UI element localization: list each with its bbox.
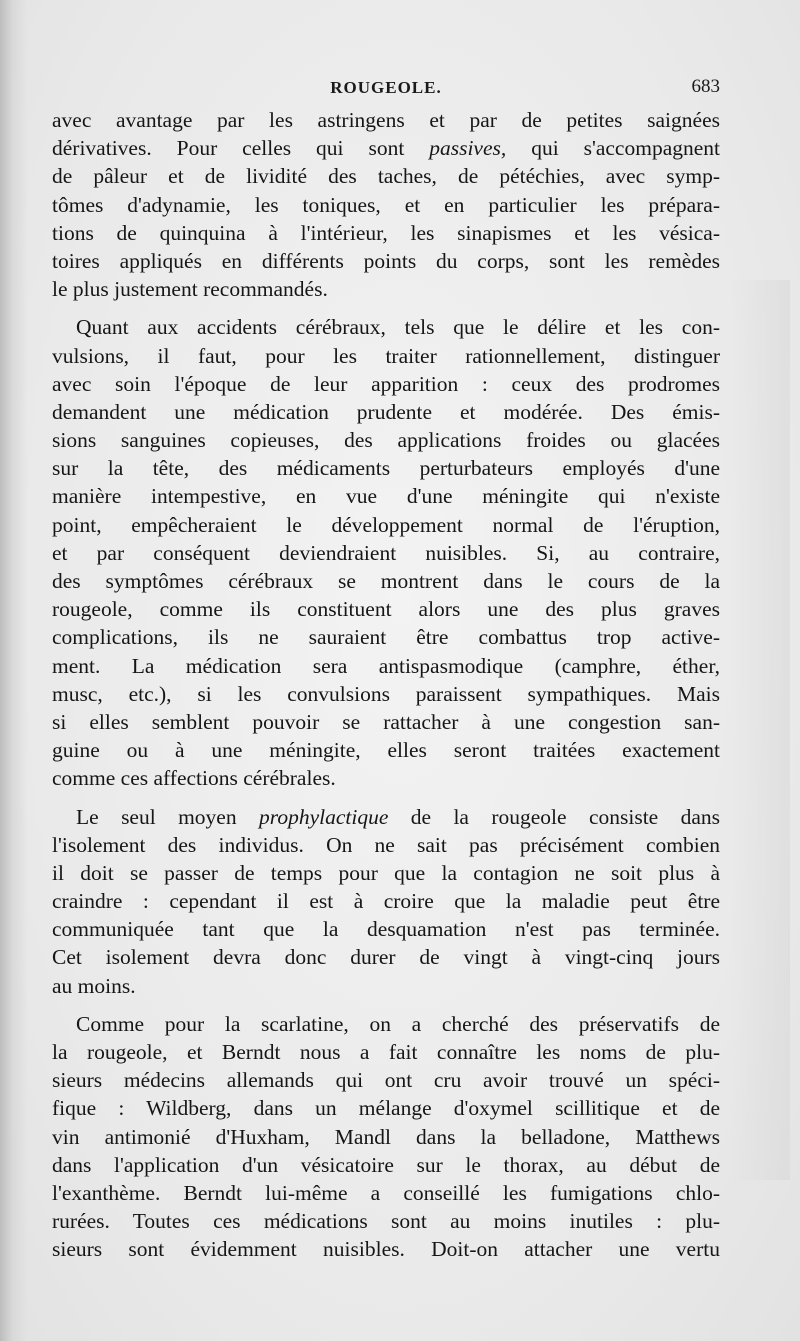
text-line: de pâleur et de lividité des taches, de pétéchies, avec symp- [52, 164, 720, 189]
text-line: manière intempestive, en vue d'une méningite qui n'existe [52, 484, 720, 509]
text-line: tions de quinquina à l'intérieur, les sinapismes et les vésica- [52, 220, 720, 245]
text-line: Comme pour la scarlatine, on a cherché des préservatifs de [76, 1011, 720, 1036]
text-line: sieurs médecins allemands qui ont cru avoir trouvé un spéci- [52, 1068, 720, 1093]
text-line: sur la tête, des médicaments perturbateurs employés d'une [52, 456, 720, 481]
emphasis: prophylactique [259, 804, 389, 829]
text-line: des symptômes cérébraux se montrent dans le cours de la [52, 569, 720, 593]
text-line: au moins. [52, 973, 136, 998]
text-line: comme ces affections cérébrales. [52, 766, 336, 791]
text-line: ment. La médication sera antispasmodique (camphre, éther, [52, 653, 720, 678]
page-bleed-through [730, 280, 790, 1180]
text-line: Cet isolement devra donc durer de vingt à vingt-cinq jours [52, 945, 720, 970]
text-line: sions sanguines copieuses, des applications froides ou glacées [52, 428, 720, 453]
text-line: complications, ils ne sauraient être combattus trop active- [52, 625, 720, 650]
text-line: musc, etc.), si les convulsions paraissent sympathiques. Mais [52, 681, 720, 706]
text-line: il doit se passer de temps pour que la contagion ne soit plus à [52, 860, 720, 885]
running-title: ROUGEOLE. [330, 78, 442, 97]
text-line: demandent une médication prudente et modérée. Des émis- [52, 399, 720, 424]
paragraph-gap [52, 1000, 720, 1010]
text-line: rurées. Toutes ces médications sont au moins inutiles : plu- [52, 1209, 720, 1234]
text-line: sieurs sont évidemment nuisibles. Doit-on attacher une vertu [52, 1237, 720, 1262]
text-line: vin antimonié d'Huxham, Mandl dans la belladone, Matthews [52, 1124, 720, 1149]
text-line: dans l'application d'un vésicatoire sur le thorax, au début de [52, 1152, 720, 1177]
text-line: craindre : cependant il est à croire que la maladie peut être [52, 889, 720, 914]
text-line: si elles semblent pouvoir se rattacher à une congestion san- [52, 709, 720, 734]
text-line: et par conséquent deviendraient nuisibles. Si, au contraire, [52, 540, 720, 565]
body-text [52, 106, 720, 1264]
text-line: fique : Wildberg, dans un mélange d'oxymel scillitique et de [52, 1096, 720, 1121]
text-line: avec avantage par les astringens et par de petites saignées [52, 108, 720, 132]
text-line: point, empêcheraient le développement normal de l'éruption, [52, 512, 720, 537]
text-line: toires appliqués en différents points du corps, sont les remèdes [52, 248, 720, 273]
text-line: guine ou à une méningite, elles seront traitées exactement [52, 738, 720, 763]
text-line: tômes d'adynamie, les toniques, et en particulier les prépara- [52, 192, 720, 217]
text-line: l'exanthème. Berndt lui-même a conseillé les fumigations chlo- [52, 1180, 720, 1205]
text-line: rougeole, comme ils constituent alors une des plus graves [52, 597, 720, 622]
paragraph-gap [52, 303, 720, 313]
text-line: communiquée tant que la desquamation n'est pas terminée. [52, 917, 720, 942]
text-line: avec soin l'époque de leur apparition : ceux des prodromes [52, 371, 720, 396]
emphasis: passives, [429, 136, 507, 161]
page-number: 683 [691, 76, 720, 97]
page-header [52, 74, 720, 104]
text-line: l'isolement des individus. On ne sait pas précisément combien [52, 832, 720, 857]
text-line: vulsions, il faut, pour les traiter rationnellement, distinguer [52, 343, 720, 368]
text-line: Quant aux accidents cérébraux, tels que le délire et les con- [76, 315, 720, 340]
paragraph-gap [52, 793, 720, 803]
text-line: la rougeole, et Berndt nous a fait connaître les noms de plu- [52, 1040, 720, 1064]
binding-shadow [0, 0, 28, 1341]
text-line: Le seul moyen prophylactique de la rougeole consiste dans [76, 804, 720, 829]
text-line: le plus justement recommandés. [52, 277, 328, 302]
text-line: dérivatives. Pour celles qui sont passives, qui s'accompagnent [52, 136, 720, 161]
